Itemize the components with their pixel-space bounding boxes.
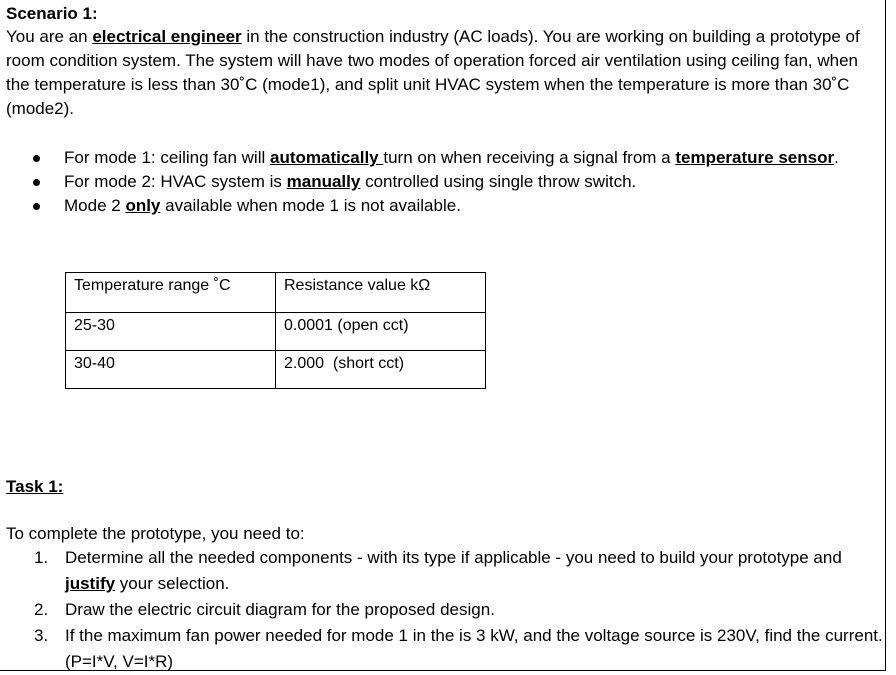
temperature-resistance-table — [65, 272, 486, 389]
scenario-role: electrical engineer — [92, 27, 242, 46]
bullet-icon — [33, 155, 40, 162]
list-item — [0, 170, 880, 194]
bullet-emphasis: manually — [286, 172, 361, 191]
table-cell: 0.0001 (open cct) — [276, 313, 486, 351]
scenario-title: Scenario 1: — [6, 4, 98, 23]
scenario-text-b: in the construction industry (AC loads). You are working on building a prototype of room condition system. The system will have two modes of operation forced air ventilation using ceiling fan, when the temperature is less than 30˚C (mode1), and split unit HVAC system when the temperature is more than 30˚C (mode2). — [6, 27, 860, 118]
bullet-emphasis: only — [125, 196, 161, 215]
list-item — [0, 146, 880, 170]
task-list — [0, 545, 886, 675]
bullet-text: turn on when receiving a signal from a — [383, 148, 676, 167]
task-text: If the maximum fan power needed for mode 1 in the is 3 kW, and the voltage source is 230V, find the current. (P=I*V, V=I*R) — [65, 626, 883, 671]
bullet-emphasis: temperature sensor — [675, 148, 835, 167]
list-item — [0, 545, 886, 597]
task-title: Task 1: — [6, 477, 64, 496]
item-number: 3. — [34, 626, 49, 645]
table-cell: 25-30 — [66, 313, 276, 351]
table-row — [66, 351, 486, 389]
task-text: Determine all the needed components - with its type if applicable - you need to build your prototype and — [65, 548, 842, 567]
item-number: 2. — [34, 600, 49, 619]
mode-bullet-list — [0, 146, 880, 218]
bullet-text: Mode 2 — [64, 196, 126, 215]
bullet-emphasis: automatically — [269, 148, 384, 167]
table-row — [66, 313, 486, 351]
scenario-text-a: You are an — [6, 27, 93, 46]
table-cell: 30-40 — [66, 351, 276, 389]
bullet-text: available when mode 1 is not available. — [160, 196, 461, 215]
bullet-icon — [33, 203, 40, 210]
bullet-icon — [33, 179, 40, 186]
task-intro: To complete the prototype, you need to: — [6, 524, 305, 543]
task-text: your selection. — [115, 574, 230, 593]
scenario-paragraph — [6, 25, 876, 121]
table-header-row — [66, 273, 486, 313]
bullet-text: For mode 1: ceiling fan will — [64, 148, 270, 167]
task-emphasis: justify — [65, 574, 116, 593]
list-item — [0, 194, 880, 218]
list-item — [0, 597, 886, 623]
table-header-cell: Resistance value kΩ — [276, 273, 486, 313]
table-cell: 2.000 (short cct) — [276, 351, 486, 389]
bullet-text: controlled using single throw switch. — [360, 172, 637, 191]
bullet-text: For mode 2: HVAC system is — [64, 172, 287, 191]
item-number: 1. — [34, 548, 49, 567]
task-text: Draw the electric circuit diagram for the proposed design. — [65, 600, 495, 619]
bullet-text: . — [834, 148, 839, 167]
list-item — [0, 623, 886, 675]
table-header-cell: Temperature range ˚C — [66, 273, 276, 313]
